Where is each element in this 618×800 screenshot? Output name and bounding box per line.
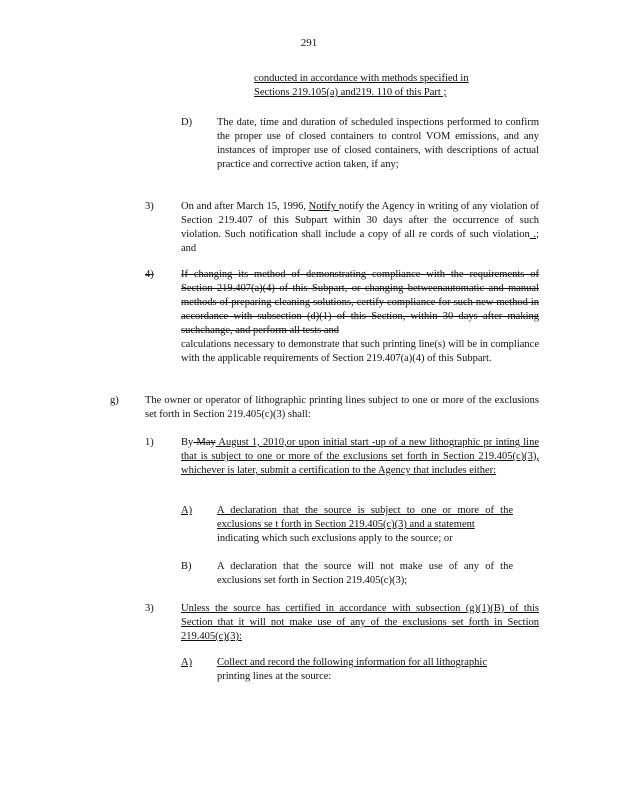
intro-line-1: conducted in accordance with methods specified in [254,73,469,84]
item-g1-text-may: May [193,437,216,448]
item-a2-text: Collect and record the following information for all lithographic [217,657,488,668]
item-b1-text: A declaration that the source will not make use of any of the exclusions set forth in Section 219.405(c)(3); [217,561,513,586]
item-a1-text: A declaration that the source is subject to one or more of the exclusions se t forth in Section 219.405(c)(3) and a statement [217,505,513,530]
item-g1-label: 1) [145,437,154,448]
item-g3-text: Unless the source has certified in accordance with subsection (g)(1)(B) of this Section that it will not make use of any of the exclusions set forth in Section 219.405(c)(3): [181,603,539,642]
item-g1-text [181,436,539,478]
item-3-text-and: ; and [181,229,539,254]
item-b1-label: B) [181,561,192,572]
item-g1-text-rest: August 1, 2010,or upon initial start -up of a new lithographic pr inting line that is subject to one or more of the exclusions set forth in Section 219.405(c)(3), whichever is later, submit a certification to the Agency that includes either: [181,437,539,476]
item-g-text: The owner or operator of lithographic printing lines subject to one or more of the exclusions set forth in Section 219.405(c)(3) shall: [145,395,539,420]
item-3-text-part3: notify the Agency in writing of any violation of Section 219.407 of this Subpart within 30 days after the occurrence of such violation. Such notification shall include a copy of all re cords of such violation [181,201,539,240]
item-g3-label: 3) [145,603,154,614]
item-a2-label: A) [181,657,193,668]
page-number: 291 [300,37,318,49]
item-d-label: D) [181,117,193,128]
item-a1-text-2: indicating which such exclusions apply to the source; or [217,533,453,544]
item-g1-text-by: By [181,437,194,448]
item-3-text [181,200,539,256]
item-g-label: g) [110,395,119,406]
item-a2-text-2: printing lines at the source: [217,671,332,682]
item-3-text-part1: On and after March 15, 1996, [181,201,306,212]
item-a1-label: A) [181,505,193,516]
item-4-label: 4) [145,269,154,280]
intro-line-2: Sections 219.105(a) and219. 110 of this Part ; [254,87,447,98]
item-3-text-notify: Notify [308,201,339,212]
item-3-text-period: . [529,229,537,240]
item-d-text: The date, time and duration of scheduled inspections performed to confirm the proper use of closed containers to control VOM emissions, and any instances of improper use of closed containers, with descriptions of actual practice and corrective action taken, if any; [217,117,539,170]
item-3-label: 3) [145,201,154,212]
item-4-struck-text: If changing its method of demonstrating compliance with the requirements of Section 219.407(a)(4) of this Subpart, or changing betweenautomatic and manual methods of preparing cleaning solutions, certify compliance for such new method in accordance with subsection (d)(1) of this Section, within 30 days after making suchchange, and perform all tests and [181,269,539,336]
item-4-text: calculations necessary to demonstrate that such printing line(s) will be in compliance with the applicable requirements of Section 219.407(a)(4) of this Subpart. [181,339,539,364]
